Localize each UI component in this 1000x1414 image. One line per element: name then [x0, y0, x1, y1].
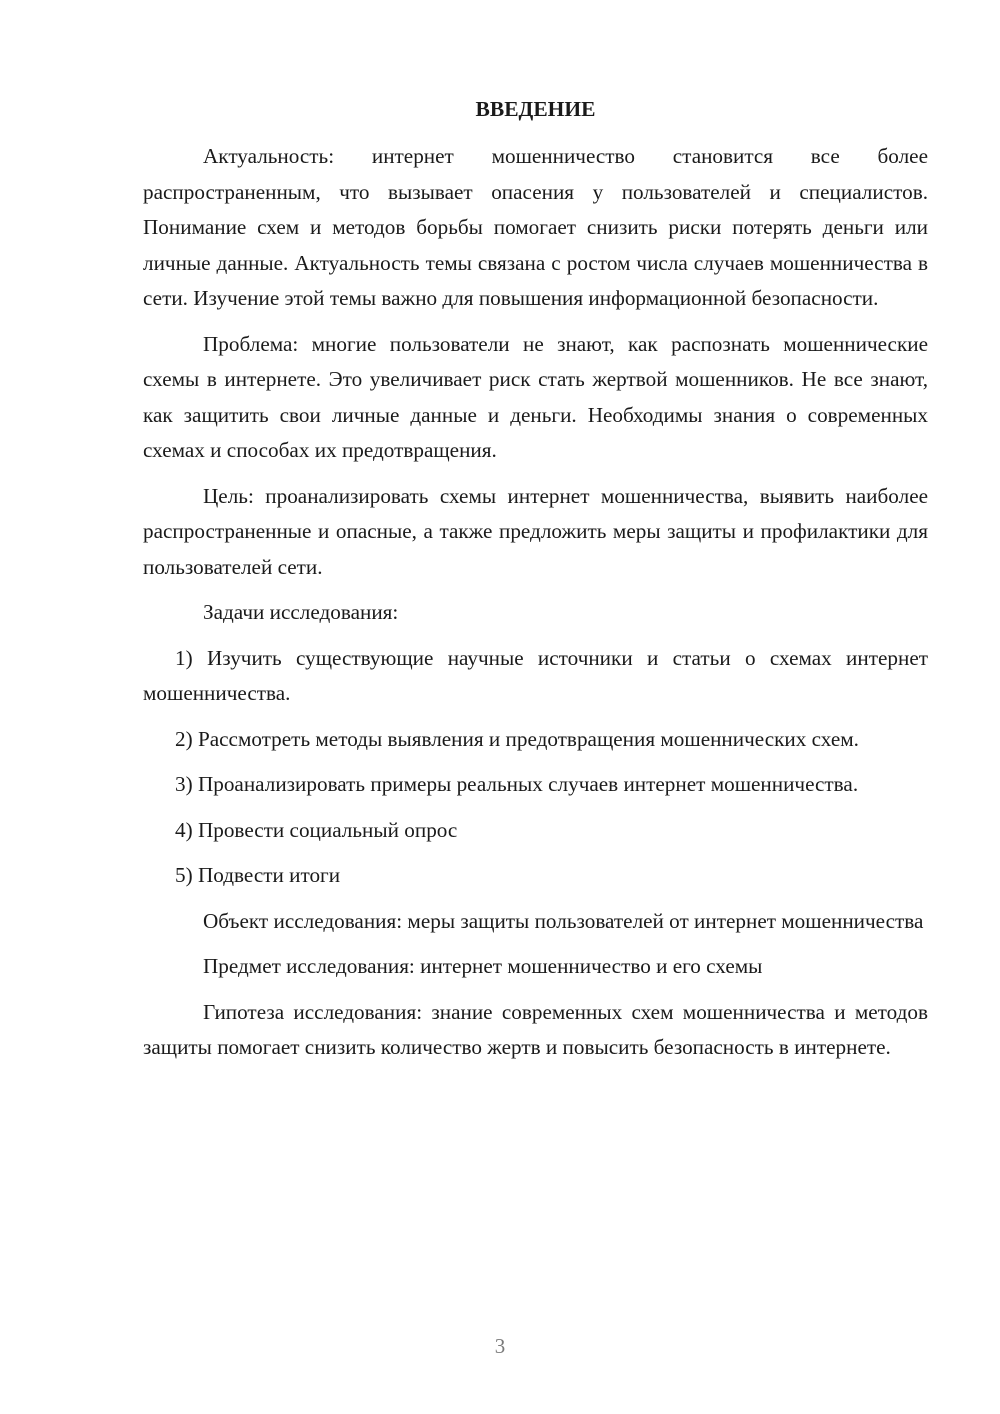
hypothesis-paragraph: Гипотеза исследования: знание современных схем мошенничества и методов защиты помогает снизить количество жертв и повысить безопасность в интернете. — [143, 999, 928, 1059]
tasks-heading: Задачи исследования: — [203, 600, 399, 624]
page-title: ВВЕДЕНИЕ — [475, 97, 596, 121]
document-page — [143, 92, 928, 1066]
subject-paragraph: Предмет исследования: интернет мошенничество и его схемы — [203, 954, 763, 978]
task-item-4: 4) Провести социальный опрос — [175, 817, 458, 842]
problem-paragraph: Проблема: многие пользователи не знают, как распознать мошеннические схемы в интернете. Это увеличивает риск стать жертвой мошенников. Не все знают, как защитить свои личные данные и деньги. Необходимы знания о современных схемах и способах их предотвращения. — [143, 331, 928, 462]
object-paragraph: Объект исследования: меры защиты пользователей от интернет мошенничества — [203, 908, 924, 933]
goal-paragraph: Цель: проанализировать схемы интернет мошенничества, выявить наиболее распространенные и опасные, а также предложить меры защиты и профилактики для пользователей сети. — [143, 483, 928, 579]
relevance-paragraph: Актуальность: интернет мошенничество становится все более распространенным, что вызывает опасения у пользователей и специалистов. Понимание схем и методов борьбы помогает снизить риски потерять деньги или личные данные. Актуальность темы связана с ростом числа случаев мошенничества в сети. Изучение этой темы важно для повышения информационной безопасности. — [143, 144, 928, 310]
task-item-5: 5) Подвести итоги — [175, 863, 341, 887]
task-item-1: 1) Изучить существующие научные источники и статьи о схемах интернет мошенничества. — [143, 645, 928, 705]
page-number: 3 — [494, 1334, 506, 1358]
task-item-3: 3) Проанализировать примеры реальных случаев интернет мошенничества. — [175, 772, 859, 796]
task-item-2: 2) Рассмотреть методы выявления и предотвращения мошеннических схем. — [175, 726, 859, 751]
